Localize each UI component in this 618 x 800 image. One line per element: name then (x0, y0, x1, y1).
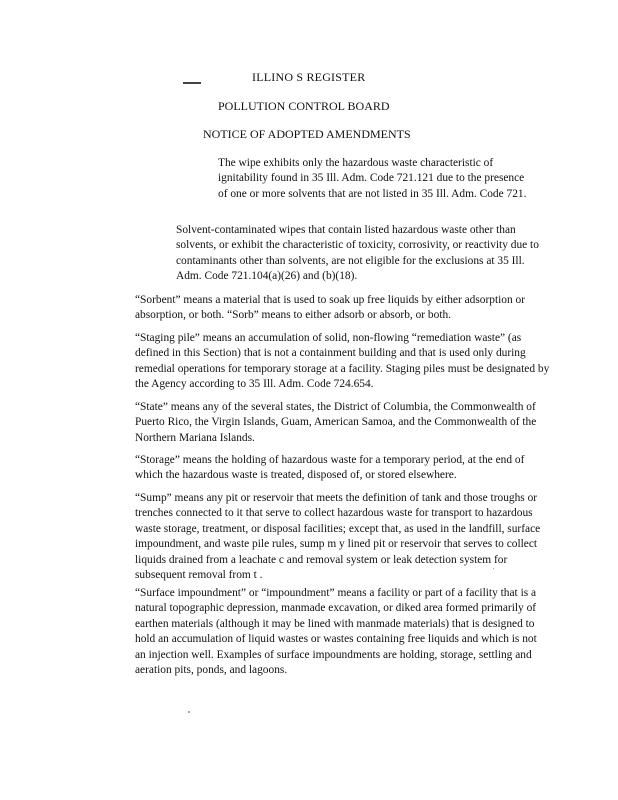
scan-speck (188, 711, 190, 713)
staging-pile-definition: “Staging pile” means an accumulation of solid, non-flowing “remediation waste” (as defined in this Section) that is not a containment building and that is used only during remedial operations for temporary storage at a facility. Staging piles must be designated by the Agency according to 35 Ill. Adm. Code 724.654. (135, 332, 550, 391)
wipe-condition-paragraph: The wipe exhibits only the hazardous waste characteristic of ignitability found in 35 Ill. Adm. Code 721.121 due to the presence of one or more solvents that are not listed in 35 Ill. Adm. Code 721. (218, 157, 527, 200)
sorbent-definition: “Sorbent” means a material that is used to soak up free liquids by either adsorption or absorption, or both. “Sorb” means to either adsorb or absorb, or both. (135, 294, 526, 322)
scan-speck (493, 568, 494, 569)
notice-title: NOTICE OF ADOPTED AMENDMENTS (203, 127, 411, 141)
surface-impoundment-definition: “Surface impoundment” or “impoundment” means a facility or part of a facility that is a natural topographic depression, manmade excavation, or diked area formed primarily of earthen materials (although it may be lined with manmade materials) that is designed to hold an accumulation of liquid wastes or wastes containing free liquids and which is not an injection well. Examples of surface impoundments are holding, storage, settling and aeration pits, ponds, and lagoons. (135, 587, 537, 677)
register-scan-mark (183, 82, 201, 84)
sump-definition: “Sump” means any pit or reservoir that meets the definition of tank and those troughs or trenches connected to it that serve to collect hazardous waste for transport to hazardous waste storage, treatment, or disposal facilities; except that, as used in the landfill, surface impoundment, and waste pile rules, sump m y lined pit or reservoir that serves to collect liquids drained from a leachate c and removal system or leak detection system for subsequent removal from t . (135, 492, 541, 582)
solvent-wipes-paragraph: Solvent-contaminated wipes that contain listed hazardous waste other than solvents, or exhibit the characteristic of toxicity, corrosivity, or reactivity due to contaminants other than solvents, are not eligible for the exclusions at 35 Ill. Adm. Code 721.104(a)(26) and (b)(18). (176, 224, 539, 283)
state-definition: “State” means any of the several states, the District of Columbia, the Commonwealth of Puerto Rico, the Virgin Islands, Guam, American Samoa, and the Commonwealth of the Northern Mariana Islands. (135, 401, 537, 444)
register-title: ILLINO S REGISTER (252, 70, 366, 84)
board-title: POLLUTION CONTROL BOARD (218, 99, 390, 113)
storage-definition: “Storage” means the holding of hazardous waste for a temporary period, at the end of which the hazardous waste is treated, disposed of, or stored elsewhere. (135, 454, 525, 482)
